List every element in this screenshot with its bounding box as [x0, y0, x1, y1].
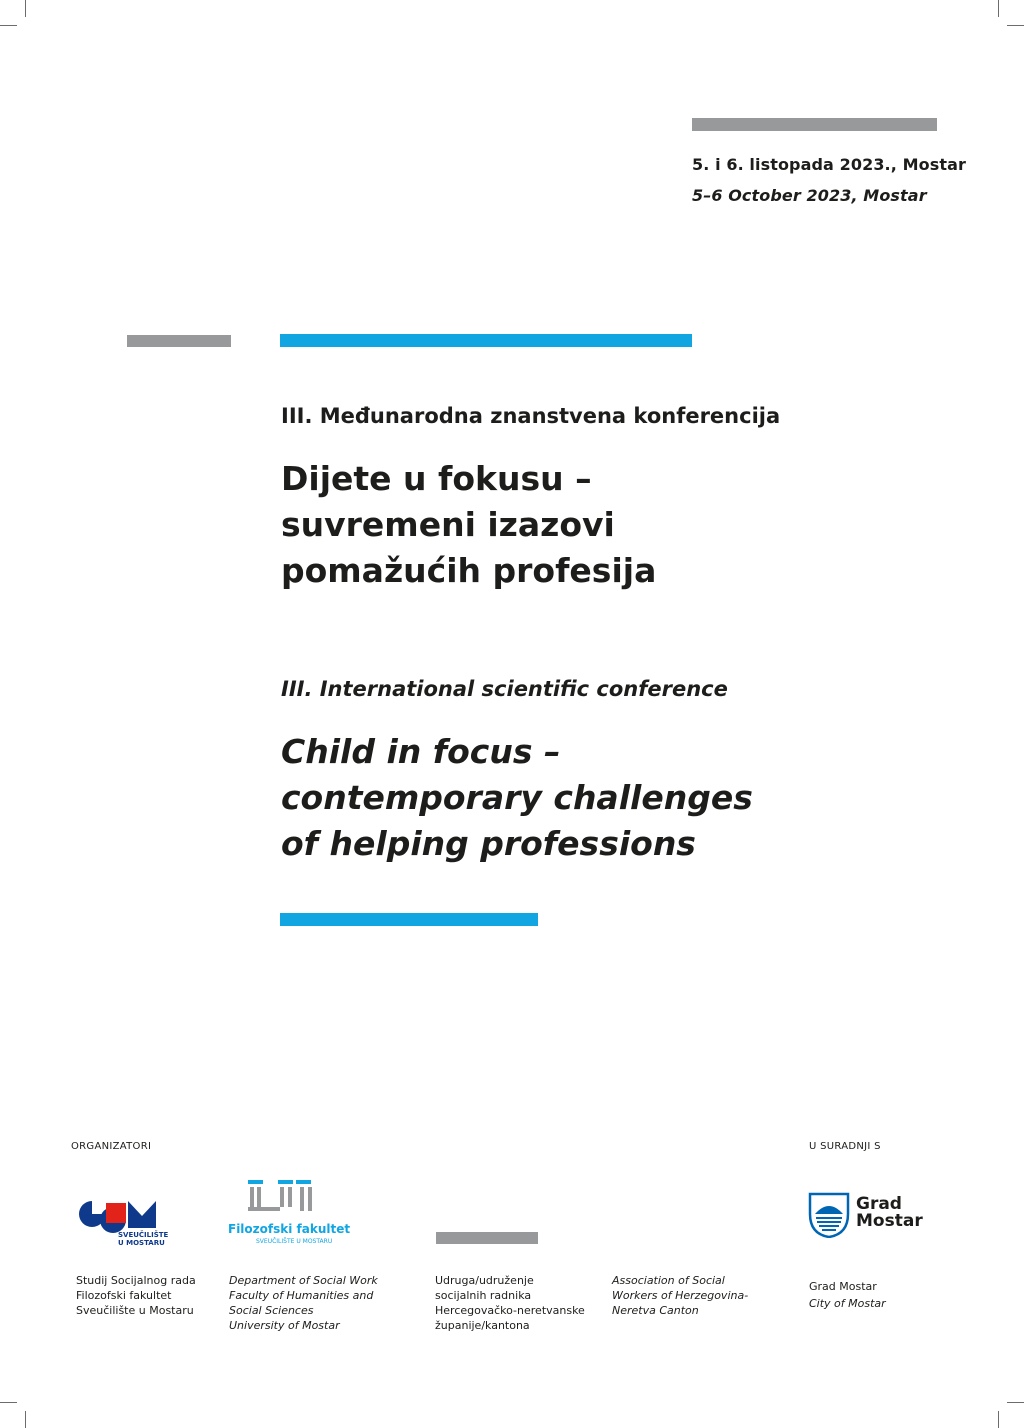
crop-mark — [1007, 1402, 1024, 1403]
text-line: Association of Social — [612, 1274, 725, 1287]
city-shield-icon — [808, 1190, 850, 1238]
text-line: University of Mostar — [229, 1319, 340, 1332]
crop-mark — [25, 0, 26, 17]
title-line: pomažućih profesija — [281, 551, 657, 590]
organizer-1-hr — [76, 1273, 196, 1318]
city-mostar-logo — [808, 1190, 928, 1240]
gray-bar-footer — [436, 1232, 538, 1244]
faculty-logo-icon — [228, 1178, 340, 1222]
text-line: Workers of Herzegovina- — [612, 1289, 749, 1302]
city-en: City of Mostar — [809, 1297, 886, 1310]
text-line: Hercegovačko-neretvanske — [435, 1304, 585, 1317]
gray-bar-top — [692, 118, 937, 131]
text-line: Filozofski fakultet — [76, 1289, 172, 1302]
text-line: Neretva Canton — [612, 1304, 699, 1317]
conference-subtitle-en: III. International scientific conference — [281, 677, 728, 701]
faculty-logo — [228, 1178, 351, 1248]
text-line: Social Sciences — [229, 1304, 314, 1317]
blue-bar-bottom — [280, 913, 538, 926]
organizers-label: ORGANIZATORI — [71, 1141, 152, 1152]
conference-subtitle-hr: III. Međunarodna znanstvena konferencija — [281, 404, 781, 428]
conference-title-en — [281, 729, 753, 867]
gray-bar-left — [127, 335, 231, 347]
title-line: suvremeni izazovi — [281, 505, 615, 544]
crop-mark — [25, 1411, 26, 1428]
city-logo-line: Mostar — [856, 1211, 923, 1231]
text-line: Studij Socijalnog rada — [76, 1274, 196, 1287]
city-logo-text — [856, 1196, 923, 1230]
text-line: Udruga/udruženje — [435, 1274, 534, 1287]
text-line: socijalnih radnika — [435, 1289, 532, 1302]
text-line: Department of Social Work — [229, 1274, 378, 1287]
city-logo-line: Grad — [856, 1194, 902, 1214]
title-line: Dijete u fokusu – — [281, 459, 592, 498]
crop-mark — [0, 1402, 17, 1403]
text-line: Sveučilište u Mostaru — [76, 1304, 194, 1317]
crop-mark — [0, 25, 17, 26]
organizer-1-en — [229, 1273, 378, 1333]
text-line: županije/kantona — [435, 1319, 530, 1332]
sum-logo-line: U MOSTARU — [118, 1239, 165, 1247]
collaboration-label: U SURADNJI S — [809, 1141, 881, 1152]
conference-title-hr — [281, 456, 656, 594]
sum-logo-line: SVEUČILIŠTE — [118, 1231, 169, 1239]
organizer-2-en — [612, 1273, 748, 1318]
date-hr: 5. i 6. listopada 2023., Mostar — [692, 155, 966, 174]
city-hr: Grad Mostar — [809, 1280, 877, 1293]
crop-mark — [1007, 25, 1024, 26]
crop-mark — [998, 0, 999, 17]
faculty-logo-sub: SVEUČILIŠTE U MOSTARU — [256, 1238, 333, 1245]
title-line: contemporary challenges — [281, 778, 753, 817]
title-line: of helping professions — [281, 824, 696, 863]
university-mostar-logo — [78, 1198, 188, 1248]
faculty-logo-name: Filozofski fakultet — [228, 1222, 351, 1236]
date-en: 5–6 October 2023, Mostar — [692, 186, 927, 205]
crop-mark — [998, 1411, 999, 1428]
organizer-2-hr — [435, 1273, 585, 1333]
text-line: Faculty of Humanities and — [229, 1289, 374, 1302]
sum-logo-text — [118, 1231, 168, 1247]
title-line: Child in focus – — [281, 732, 561, 771]
blue-bar-top — [280, 334, 692, 347]
